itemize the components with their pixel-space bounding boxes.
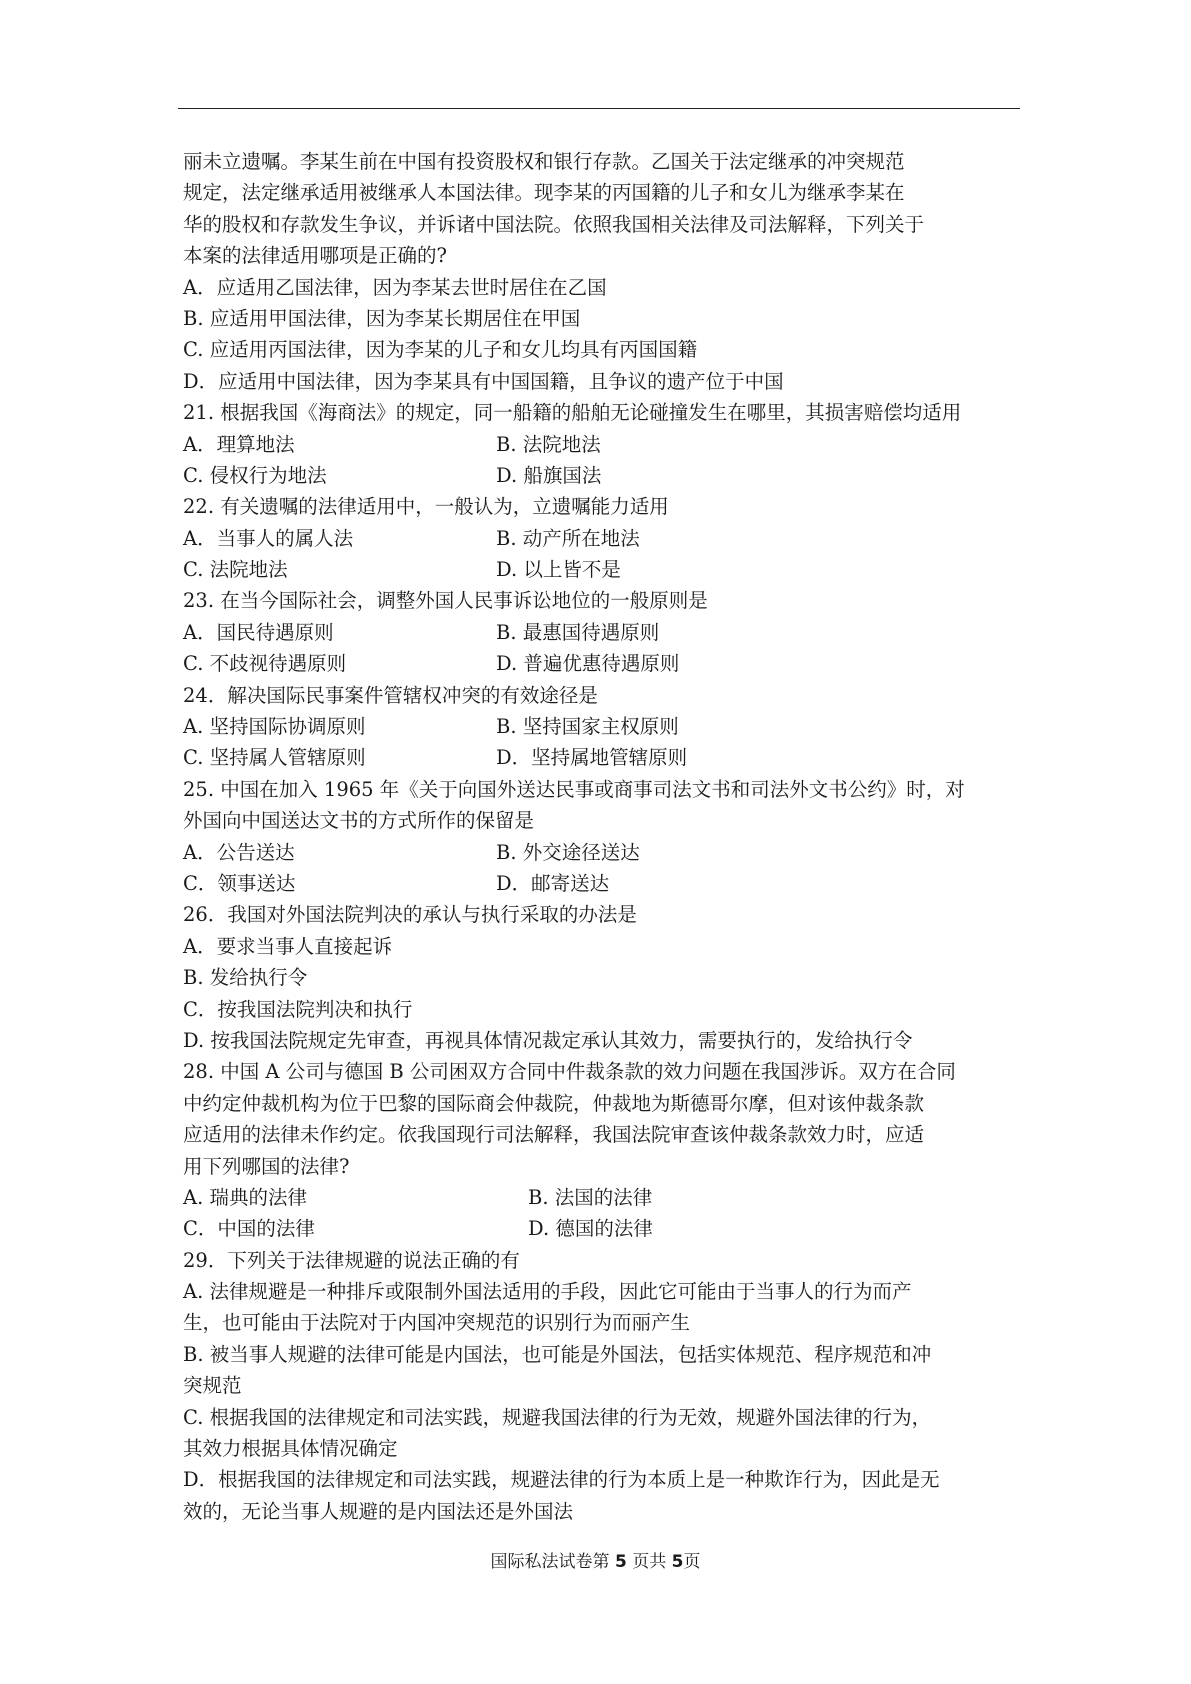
question-29-stem: 29．下列关于法律规避的说法正确的有 bbox=[183, 1248, 520, 1272]
exam-content bbox=[183, 146, 1023, 1527]
option-a: A. 坚持国际协调原则 bbox=[183, 715, 366, 739]
current-page-number: 5 bbox=[614, 1552, 627, 1572]
question-21-stem: 21. 根据我国《海商法》的规定，同一船籍的船舶无论碰撞发生在哪里，其损害赔偿均适用 bbox=[183, 401, 962, 425]
option-b-cont: 突规范 bbox=[183, 1374, 242, 1398]
option-b: B. 法院地法 bbox=[496, 432, 601, 456]
option-a: A．国民待遇原则 bbox=[183, 620, 334, 644]
header-rule bbox=[178, 108, 1020, 109]
option-b: B. 法国的法律 bbox=[528, 1185, 653, 1209]
question-text: 规定，法定继承适用被继承人本国法律。现李某的丙国籍的儿子和女儿为继承李某在 bbox=[183, 181, 905, 205]
question-text: 丽未立遗嘱。李某生前在中国有投资股权和银行存款。乙国关于法定继承的冲突规范 bbox=[183, 150, 905, 173]
option-a: A．要求当事人直接起诉 bbox=[183, 934, 393, 958]
option-c: C. 法院地法 bbox=[183, 558, 288, 582]
option-b: B. 发给执行令 bbox=[183, 966, 308, 990]
footer-mid: 页共 bbox=[626, 1552, 672, 1572]
question-28-stem: 应适用的法律未作约定。依我国现行司法解释，我国法院审查该仲裁条款效力时，应适 bbox=[183, 1123, 925, 1147]
option-a-cont: 生，也可能由于法院对于内国冲突规范的识别行为而丽产生 bbox=[183, 1311, 691, 1335]
option-d: D．根据我国的法律规定和司法实践，规避法律的行为本质上是一种欺诈行为，因此是无 bbox=[183, 1468, 940, 1492]
option-a: A. 瑞典的法律 bbox=[183, 1185, 307, 1209]
option-d: D．邮寄送达 bbox=[496, 871, 610, 895]
option-d-cont: 效的，无论当事人规避的是内国法还是外国法 bbox=[183, 1499, 574, 1523]
option-d: D. 以上皆不是 bbox=[496, 558, 621, 582]
option-b: B. 坚持国家主权原则 bbox=[496, 715, 679, 739]
question-25-stem: 25. 中国在加入 1965 年《关于向国外送达民事或商事司法文书和司法外文书公约》时，对 bbox=[183, 777, 965, 801]
option-c-cont: 其效力根据具体情况确定 bbox=[183, 1437, 398, 1461]
option-a: A．当事人的属人法 bbox=[183, 526, 354, 550]
option-c: C. 坚持属人管辖原则 bbox=[183, 746, 366, 770]
option-b: B. 外交途径送达 bbox=[496, 840, 640, 864]
option-a: A．应适用乙国法律，因为李某去世时居住在乙国 bbox=[183, 275, 607, 299]
question-24-stem: 24．解决国际民事案件管辖权冲突的有效途径是 bbox=[183, 683, 598, 707]
question-25-stem: 外国向中国送达文书的方式所作的保留是 bbox=[183, 809, 535, 833]
option-c: C．按我国法院判决和执行 bbox=[183, 997, 413, 1021]
option-a: A．公告送达 bbox=[183, 840, 295, 864]
option-d: D. 船旗国法 bbox=[496, 463, 602, 487]
question-23-stem: 23. 在当今国际社会，调整外国人民事诉讼地位的一般原则是 bbox=[183, 589, 708, 613]
option-b: B. 动产所在地法 bbox=[496, 526, 640, 550]
option-b: B. 最惠国待遇原则 bbox=[496, 620, 660, 644]
option-a: A．理算地法 bbox=[183, 432, 295, 456]
option-d: D．应适用中国法律，因为李某具有中国国籍，且争议的遗产位于中国 bbox=[183, 369, 784, 393]
question-text: 本案的法律适用哪项是正确的? bbox=[183, 244, 447, 268]
question-22-stem: 22. 有关遗嘱的法律适用中，一般认为，立遗嘱能力适用 bbox=[183, 495, 669, 519]
question-28-stem: 28. 中国 A 公司与德国 B 公司困双方合同中件裁条款的效力问题在我国涉诉。双方在合同 bbox=[183, 1060, 956, 1084]
footer-suffix: 页 bbox=[683, 1552, 701, 1572]
option-a: A. 法律规避是一种排斥或限制外国法适用的手段，因此它可能由于当事人的行为而产 bbox=[183, 1280, 912, 1304]
option-d: D．坚持属地管辖原则 bbox=[496, 746, 688, 770]
option-b: B. 应适用甲国法律，因为李某长期居住在甲国 bbox=[183, 306, 581, 330]
option-c: C. 根据我国的法律规定和司法实践，规避我国法律的行为无效，规避外国法律的行为， bbox=[183, 1405, 932, 1429]
question-text: 华的股权和存款发生争议，并诉诸中国法院。依照我国相关法律及司法解释，下列关于 bbox=[183, 212, 925, 236]
question-28-stem: 用下列哪国的法律? bbox=[183, 1154, 350, 1178]
option-c: C．中国的法律 bbox=[183, 1217, 315, 1241]
option-d: D. 按我国法院规定先审查，再视具体情况裁定承认其效力，需要执行的，发给执行令 bbox=[183, 1028, 913, 1052]
option-c: C. 不歧视待遇原则 bbox=[183, 652, 347, 676]
total-pages-number: 5 bbox=[671, 1552, 684, 1572]
question-26-stem: 26．我国对外国法院判决的承认与执行采取的办法是 bbox=[183, 903, 637, 927]
page-footer bbox=[0, 1547, 1191, 1572]
question-28-stem: 中约定仲裁机构为位于巴黎的国际商会仲裁院，仲裁地为斯德哥尔摩，但对该仲裁条款 bbox=[183, 1091, 925, 1115]
option-c: C. 应适用丙国法律，因为李某的儿子和女儿均具有丙国国籍 bbox=[183, 338, 698, 362]
option-c: C．领事送达 bbox=[183, 871, 296, 895]
option-d: D. 德国的法律 bbox=[528, 1217, 653, 1241]
option-d: D. 普遍优惠待遇原则 bbox=[496, 652, 680, 676]
footer-prefix: 国际私法试卷第 bbox=[490, 1552, 615, 1572]
option-b: B. 被当事人规避的法律可能是内国法，也可能是外国法，包括实体规范、程序规范和冲 bbox=[183, 1342, 932, 1366]
option-c: C. 侵权行为地法 bbox=[183, 463, 327, 487]
